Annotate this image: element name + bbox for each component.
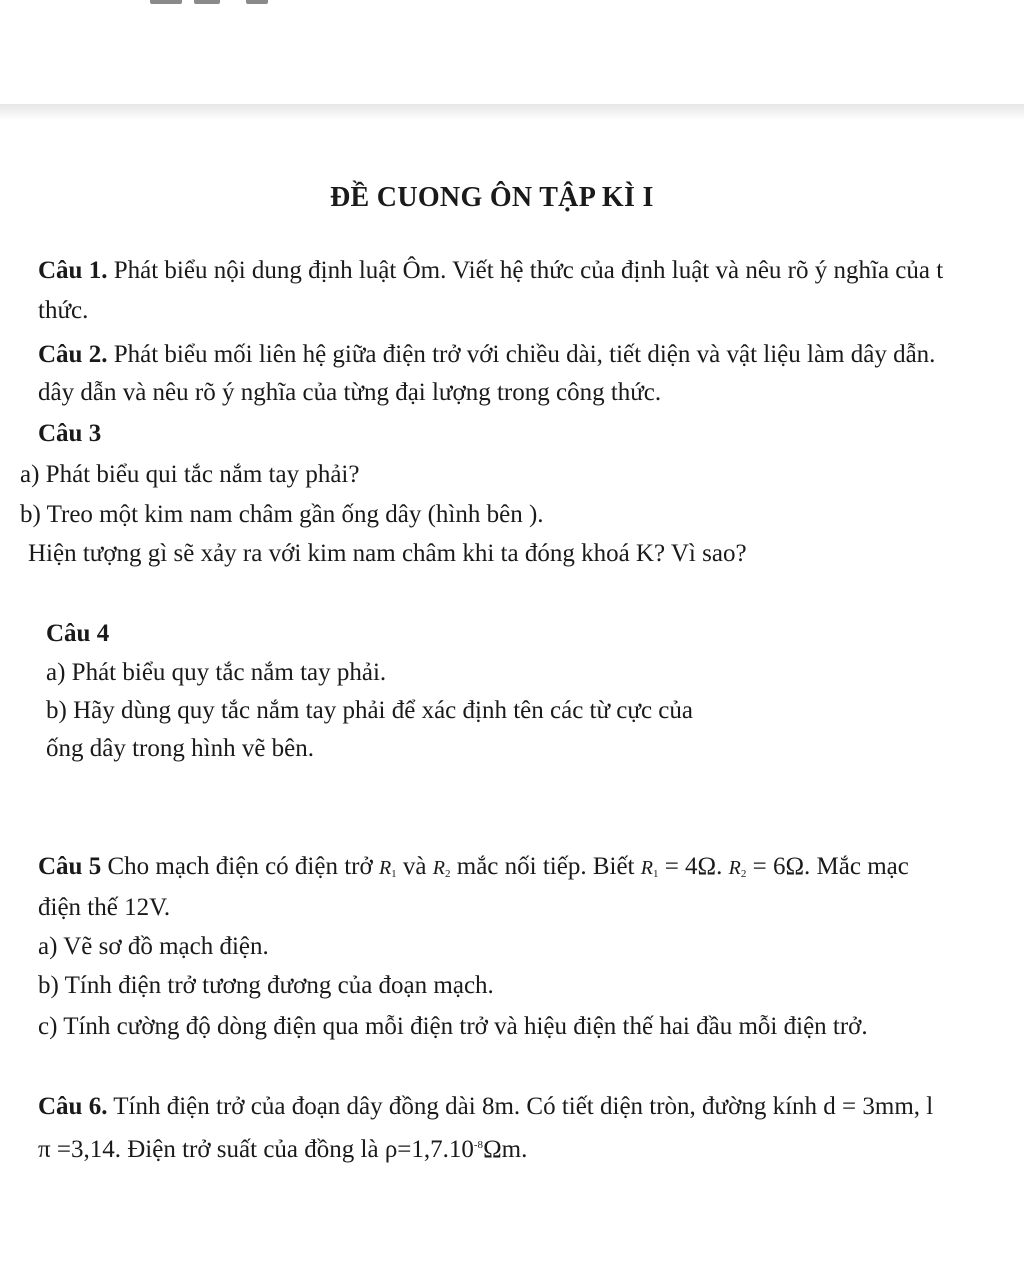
question-2-text: Phát biểu mối liên hệ giữa điện trở với chiều dài, tiết diện và vật liệu làm dây dẫn. xyxy=(107,341,936,368)
question-6-text: Tính điện trở của đoạn dây đồng dài 8m. Có tiết diện tròn, đường kính d = 3mm, l xyxy=(107,1093,934,1120)
question-5-and: và xyxy=(396,853,433,880)
question-5-part-a: a) Vẽ sơ đồ mạch điện. xyxy=(38,933,269,960)
equation-r1-symbol: R xyxy=(640,857,653,879)
cropped-text-fragment xyxy=(150,0,270,6)
resistor-r1-symbol: R xyxy=(378,857,392,879)
question-3-label: Câu 3 xyxy=(38,420,102,447)
question-6-continuation xyxy=(38,1129,527,1166)
equation-r1-subscript: 1 xyxy=(652,868,659,880)
question-5-text-3: . Mắc mạc xyxy=(804,853,909,880)
page-separator xyxy=(0,104,1024,120)
question-5-label: Câu 5 xyxy=(38,853,102,880)
resistor-r1-subscript: 1 xyxy=(391,868,397,880)
question-4-part-b: b) Hãy dùng quy tắc nắm tay phải để xác định tên các từ cực của xyxy=(46,697,693,724)
question-2 xyxy=(38,339,935,371)
question-5-text-2: mắc nối tiếp. Biết xyxy=(450,853,641,880)
question-6 xyxy=(38,1091,933,1123)
question-1-label: Câu 1. xyxy=(38,257,108,284)
question-3-part-b: b) Treo một kim nam châm gần ống dây (hình bên ). xyxy=(20,501,544,528)
resistor-r2-subscript: 2 xyxy=(445,868,451,880)
resistivity-unit: Ωm. xyxy=(483,1136,528,1163)
equation-r1-value: = 4Ω. xyxy=(658,853,729,880)
previous-page-area xyxy=(0,0,1024,104)
resistor-r2-symbol: R xyxy=(432,857,445,879)
question-2-label: Câu 2. xyxy=(38,341,108,368)
question-4-part-a: a) Phát biểu quy tắc nắm tay phải. xyxy=(46,659,387,686)
question-5 xyxy=(38,851,909,890)
question-5-part-c: c) Tính cường độ dòng điện qua mỗi điện trở và hiệu điện thế hai đầu mỗi điện trở. xyxy=(38,1013,868,1040)
question-1-continuation: thức. xyxy=(38,297,89,324)
question-1-text: Phát biểu nội dung định luật Ôm. Viết hệ thức của định luật và nêu rõ ý nghĩa của t xyxy=(107,257,944,284)
equation-r2-symbol: R xyxy=(728,857,741,879)
question-4-label: Câu 4 xyxy=(46,620,110,647)
question-3-part-a: a) Phát biểu qui tắc nắm tay phải? xyxy=(20,461,360,488)
question-4-part-b-continuation: ống dây trong hình vẽ bên. xyxy=(46,735,315,762)
question-5-part-b: b) Tính điện trở tương đương của đoạn mạch. xyxy=(38,972,494,999)
question-5-text-1: Cho mạch điện có điện trở xyxy=(101,853,379,880)
question-6-continuation-text: π =3,14. Điện trở suất của đồng là ρ=1,7.10 xyxy=(38,1136,474,1163)
document-page xyxy=(0,120,1024,1280)
question-2-continuation: dây dẫn và nêu rõ ý nghĩa của từng đại lượng trong công thức. xyxy=(38,379,662,406)
question-3-part-b-continuation: Hiện tượng gì sẽ xảy ra với kim nam châm khi ta đóng khoá K? Vì sao? xyxy=(28,540,747,567)
equation-r2-value: = 6Ω xyxy=(746,853,805,880)
equation-r2-subscript: 2 xyxy=(740,868,747,880)
resistivity-exponent: -8 xyxy=(473,1139,484,1151)
question-1 xyxy=(38,255,943,287)
page-title: ĐỀ CUONG ÔN TẬP KÌ I xyxy=(330,182,654,213)
question-5-continuation: điện thế 12V. xyxy=(38,894,171,921)
question-6-label: Câu 6. xyxy=(38,1093,108,1120)
